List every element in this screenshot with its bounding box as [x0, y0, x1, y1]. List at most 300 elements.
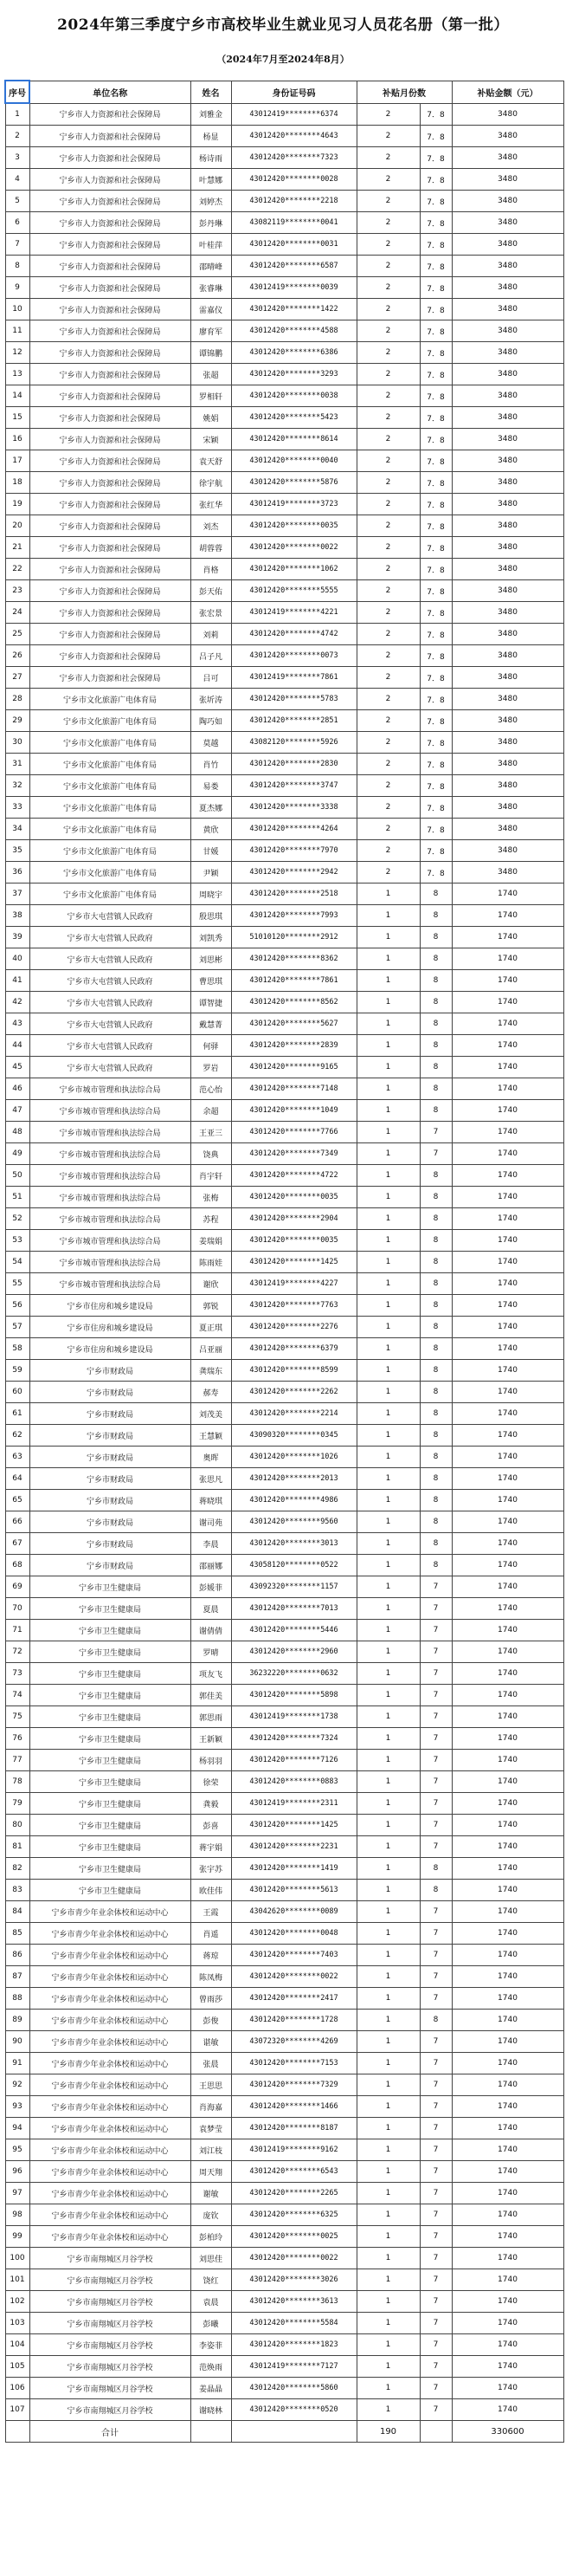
id-number: 43012420********0035 — [231, 1230, 357, 1252]
subsidy-months: 1 — [357, 1598, 420, 1620]
subsidy-months: 1 — [357, 2053, 420, 2074]
unit-name: 宁乡市卫生健康局 — [29, 1836, 190, 1858]
subsidy-period: 8 — [420, 1555, 452, 1576]
subsidy-period: 7 — [420, 1122, 452, 1143]
person-name: 叶慧娜 — [190, 169, 231, 191]
unit-name: 宁乡市文化旅游广电体育局 — [29, 754, 190, 775]
id-number: 43012420********5876 — [231, 472, 357, 494]
subsidy-amount: 1740 — [452, 1230, 563, 1252]
subsidy-amount: 1740 — [452, 2204, 563, 2226]
person-name: 王霞 — [190, 1901, 231, 1923]
table-row — [5, 2118, 563, 2139]
subsidy-amount: 1740 — [452, 2291, 563, 2313]
subsidy-months: 1 — [357, 1035, 420, 1057]
subsidy-months: 2 — [357, 775, 420, 797]
subsidy-amount: 1740 — [452, 1468, 563, 1490]
subsidy-amount: 1740 — [452, 883, 563, 905]
table-row — [5, 2313, 563, 2334]
id-number: 43012420********1419 — [231, 1858, 357, 1880]
person-name: 甘媛 — [190, 840, 231, 862]
id-number: 43012420********8599 — [231, 1360, 357, 1382]
table-row — [5, 147, 563, 169]
table-row — [5, 1317, 563, 1338]
subsidy-amount: 1740 — [452, 1988, 563, 2010]
id-number: 43012420********2262 — [231, 1382, 357, 1403]
subsidy-amount: 1740 — [452, 927, 563, 948]
subsidy-period: 7．8 — [420, 754, 452, 775]
subsidy-amount: 3480 — [452, 256, 563, 277]
row-index: 71 — [5, 1620, 29, 1641]
subsidy-amount: 1740 — [452, 1901, 563, 1923]
total-amount: 330600 — [452, 2421, 563, 2443]
id-number: 43012420********5555 — [231, 580, 357, 602]
id-number: 43012420********2231 — [231, 1836, 357, 1858]
subsidy-months: 2 — [357, 169, 420, 191]
subsidy-period: 7．8 — [420, 429, 452, 450]
subsidy-months: 2 — [357, 277, 420, 299]
id-number: 43012420********3613 — [231, 2291, 357, 2313]
row-index: 47 — [5, 1100, 29, 1122]
table-row — [5, 1273, 563, 1295]
row-index: 34 — [5, 819, 29, 840]
subsidy-period: 7 — [420, 2356, 452, 2378]
person-name: 徐荣 — [190, 1771, 231, 1793]
row-index: 58 — [5, 1338, 29, 1360]
unit-name: 宁乡市城市管理和执法综合局 — [29, 1122, 190, 1143]
id-number: 43012420********6386 — [231, 342, 357, 364]
person-name: 彭曦 — [190, 2313, 231, 2334]
table-row — [5, 450, 563, 472]
subsidy-period: 7 — [420, 1793, 452, 1815]
table-row — [5, 1230, 563, 1252]
table-row — [5, 689, 563, 710]
row-index: 25 — [5, 624, 29, 645]
row-index: 41 — [5, 970, 29, 992]
id-number: 43058120********0522 — [231, 1555, 357, 1576]
person-name: 罗岩 — [190, 1057, 231, 1078]
subsidy-amount: 1740 — [452, 2053, 563, 2074]
subsidy-period: 7．8 — [420, 862, 452, 883]
unit-name: 宁乡市人力资源和社会保障局 — [29, 342, 190, 364]
subsidy-months: 2 — [357, 212, 420, 234]
person-name: 谢倩倩 — [190, 1620, 231, 1641]
subsidy-months: 1 — [357, 2204, 420, 2226]
subsidy-months: 1 — [357, 1966, 420, 1988]
unit-name: 宁乡市青少年业余体校和运动中心 — [29, 2226, 190, 2248]
id-number: 43012420********0022 — [231, 537, 357, 559]
subsidy-period: 7．8 — [420, 624, 452, 645]
subsidy-period: 7．8 — [420, 407, 452, 429]
subsidy-months: 1 — [357, 1230, 420, 1252]
unit-name: 宁乡市大屯营镇人民政府 — [29, 970, 190, 992]
subsidy-months: 1 — [357, 2291, 420, 2313]
person-name: 夏正琪 — [190, 1317, 231, 1338]
subsidy-months: 1 — [357, 1555, 420, 1576]
subsidy-period: 7 — [420, 1988, 452, 2010]
subsidy-amount: 3480 — [452, 645, 563, 667]
subsidy-months: 1 — [357, 2010, 420, 2031]
subsidy-period: 7 — [420, 1836, 452, 1858]
subsidy-period: 7．8 — [420, 234, 452, 256]
subsidy-amount: 3480 — [452, 862, 563, 883]
subsidy-period: 8 — [420, 1533, 452, 1555]
subsidy-amount: 1740 — [452, 2096, 563, 2118]
id-number: 43012420********2851 — [231, 710, 357, 732]
unit-name: 宁乡市青少年业余体校和运动中心 — [29, 1988, 190, 2010]
table-row — [5, 624, 563, 645]
table-row — [5, 1382, 563, 1403]
subsidy-period: 8 — [420, 992, 452, 1013]
row-index: 31 — [5, 754, 29, 775]
row-index: 15 — [5, 407, 29, 429]
id-number: 43012420********0038 — [231, 385, 357, 407]
row-index: 23 — [5, 580, 29, 602]
subsidy-period: 7 — [420, 2269, 452, 2291]
person-name: 张晨 — [190, 2053, 231, 2074]
row-index: 36 — [5, 862, 29, 883]
subsidy-months: 2 — [357, 429, 420, 450]
subsidy-period: 7．8 — [420, 732, 452, 754]
subsidy-months: 1 — [357, 1078, 420, 1100]
subsidy-period: 7．8 — [420, 299, 452, 320]
subsidy-months: 2 — [357, 494, 420, 515]
subsidy-amount: 1740 — [452, 1706, 563, 1728]
person-name: 刘婷杰 — [190, 191, 231, 212]
person-name: 肖遥 — [190, 1923, 231, 1945]
person-name: 张超 — [190, 364, 231, 385]
subsidy-period: 8 — [420, 1468, 452, 1490]
subsidy-months: 2 — [357, 126, 420, 147]
row-index: 6 — [5, 212, 29, 234]
unit-name: 宁乡市人力资源和社会保障局 — [29, 602, 190, 624]
unit-name: 宁乡市人力资源和社会保障局 — [29, 559, 190, 580]
table-row — [5, 407, 563, 429]
subsidy-period: 7．8 — [420, 840, 452, 862]
unit-name: 宁乡市文化旅游广电体育局 — [29, 840, 190, 862]
table-row — [5, 320, 563, 342]
table-row — [5, 2356, 563, 2378]
subsidy-amount: 3480 — [452, 667, 563, 689]
subsidy-months: 1 — [357, 1143, 420, 1165]
subsidy-months: 1 — [357, 1858, 420, 1880]
subsidy-amount: 3480 — [452, 710, 563, 732]
unit-name: 宁乡市青少年业余体校和运动中心 — [29, 1923, 190, 1945]
id-number: 43012420********2417 — [231, 1988, 357, 2010]
row-index: 50 — [5, 1165, 29, 1187]
id-number: 43012419********2311 — [231, 1793, 357, 1815]
document-subtitle: （2024年7月至2024年8月） — [216, 54, 350, 65]
row-index: 38 — [5, 905, 29, 927]
row-index: 46 — [5, 1078, 29, 1100]
unit-name: 宁乡市城市管理和执法综合局 — [29, 1230, 190, 1252]
subsidy-period: 7．8 — [420, 775, 452, 797]
subsidy-amount: 1740 — [452, 1338, 563, 1360]
unit-name: 宁乡市财政局 — [29, 1360, 190, 1382]
subsidy-amount: 3480 — [452, 624, 563, 645]
row-index: 69 — [5, 1576, 29, 1598]
subsidy-period: 7 — [420, 2053, 452, 2074]
row-index: 42 — [5, 992, 29, 1013]
unit-name: 宁乡市卫生健康局 — [29, 1706, 190, 1728]
subsidy-period: 7．8 — [420, 277, 452, 299]
table-row — [5, 234, 563, 256]
person-name: 曾雨莎 — [190, 1988, 231, 2010]
subsidy-amount: 1740 — [452, 1143, 563, 1165]
person-name: 吕可 — [190, 667, 231, 689]
person-name: 谌敏 — [190, 2031, 231, 2053]
row-index: 24 — [5, 602, 29, 624]
subsidy-period: 8 — [420, 1295, 452, 1317]
subsidy-period: 8 — [420, 1880, 452, 1901]
id-number: 43012420********7153 — [231, 2053, 357, 2074]
person-name: 殷思琪 — [190, 905, 231, 927]
table-row — [5, 905, 563, 927]
subsidy-months: 2 — [357, 515, 420, 537]
id-number: 43012420********7126 — [231, 1750, 357, 1771]
subsidy-amount: 1740 — [452, 2161, 563, 2183]
subsidy-period: 8 — [420, 1208, 452, 1230]
table-row — [5, 1122, 563, 1143]
table-row — [5, 1598, 563, 1620]
subsidy-amount: 1740 — [452, 1425, 563, 1447]
subsidy-amount: 1740 — [452, 992, 563, 1013]
subsidy-months: 1 — [357, 2183, 420, 2204]
table-row — [5, 1533, 563, 1555]
subsidy-months: 1 — [357, 1988, 420, 2010]
id-number: 43012420********3013 — [231, 1533, 357, 1555]
row-index: 90 — [5, 2031, 29, 2053]
subsidy-months: 1 — [357, 2356, 420, 2378]
unit-name: 宁乡市人力资源和社会保障局 — [29, 472, 190, 494]
subsidy-amount: 1740 — [452, 2313, 563, 2334]
row-index: 88 — [5, 1988, 29, 2010]
subsidy-amount: 3480 — [452, 342, 563, 364]
unit-name: 宁乡市城市管理和执法综合局 — [29, 1100, 190, 1122]
table-row — [5, 385, 563, 407]
total-empty-id — [231, 2421, 357, 2443]
subsidy-months: 1 — [357, 2313, 420, 2334]
person-name: 吕亚丽 — [190, 1338, 231, 1360]
subsidy-amount: 1740 — [452, 1490, 563, 1511]
subsidy-months: 2 — [357, 862, 420, 883]
subsidy-period: 7 — [420, 2096, 452, 2118]
id-number: 43092320********1157 — [231, 1576, 357, 1598]
person-name: 范心怡 — [190, 1078, 231, 1100]
subsidy-amount: 1740 — [452, 1923, 563, 1945]
subsidy-amount: 3480 — [452, 559, 563, 580]
row-index: 106 — [5, 2378, 29, 2399]
row-index: 85 — [5, 1923, 29, 1945]
person-name: 罗相轩 — [190, 385, 231, 407]
id-number: 43090320********0345 — [231, 1425, 357, 1447]
unit-name: 宁乡市南翔城区月谷学校 — [29, 2399, 190, 2421]
person-name: 郝寿 — [190, 1382, 231, 1403]
unit-name: 宁乡市人力资源和社会保障局 — [29, 147, 190, 169]
person-name: 张梅 — [190, 1187, 231, 1208]
unit-name: 宁乡市人力资源和社会保障局 — [29, 667, 190, 689]
row-index: 4 — [5, 169, 29, 191]
subsidy-period: 7 — [420, 1706, 452, 1728]
id-number: 43012419********1738 — [231, 1706, 357, 1728]
subsidy-period: 7 — [420, 1901, 452, 1923]
table-row — [5, 1511, 563, 1533]
id-number: 43012420********3747 — [231, 775, 357, 797]
id-number: 43012420********2276 — [231, 1317, 357, 1338]
subsidy-months: 1 — [357, 1468, 420, 1490]
subsidy-months: 1 — [357, 883, 420, 905]
row-index: 49 — [5, 1143, 29, 1165]
subsidy-months: 1 — [357, 948, 420, 970]
person-name: 夏晨 — [190, 1598, 231, 1620]
subsidy-period: 7．8 — [420, 256, 452, 277]
id-number: 43012420********0883 — [231, 1771, 357, 1793]
id-number: 43012420********7861 — [231, 970, 357, 992]
row-index: 10 — [5, 299, 29, 320]
subsidy-months: 1 — [357, 2248, 420, 2269]
row-index: 18 — [5, 472, 29, 494]
subsidy-months: 1 — [357, 905, 420, 927]
id-number: 43012420********2214 — [231, 1403, 357, 1425]
subsidy-months: 2 — [357, 754, 420, 775]
table-row — [5, 1078, 563, 1100]
person-name: 黄欣 — [190, 819, 231, 840]
subsidy-period: 8 — [420, 927, 452, 948]
person-name: 饶典 — [190, 1143, 231, 1165]
person-name: 姜晶晶 — [190, 2378, 231, 2399]
row-index: 11 — [5, 320, 29, 342]
person-name: 欧佳伟 — [190, 1880, 231, 1901]
unit-name: 宁乡市城市管理和执法综合局 — [29, 1143, 190, 1165]
header-index[interactable]: 序号 — [5, 81, 29, 103]
row-index: 93 — [5, 2096, 29, 2118]
unit-name: 宁乡市人力资源和社会保障局 — [29, 103, 190, 126]
id-number: 43012420********7013 — [231, 1598, 357, 1620]
subsidy-months: 1 — [357, 2161, 420, 2183]
table-row — [5, 970, 563, 992]
subsidy-months: 1 — [357, 1641, 420, 1663]
id-number: 43012419********6374 — [231, 103, 357, 126]
person-name: 彭俊 — [190, 2010, 231, 2031]
subsidy-period: 7．8 — [420, 580, 452, 602]
table-row — [5, 2096, 563, 2118]
row-index: 54 — [5, 1252, 29, 1273]
person-name: 刘雅金 — [190, 103, 231, 126]
person-name: 张宇苏 — [190, 1858, 231, 1880]
subsidy-months: 2 — [357, 602, 420, 624]
person-name: 袁梦莹 — [190, 2118, 231, 2139]
subsidy-period: 7 — [420, 1750, 452, 1771]
subsidy-amount: 1740 — [452, 1793, 563, 1815]
subsidy-amount: 3480 — [452, 689, 563, 710]
id-number: 43012420********4264 — [231, 819, 357, 840]
subsidy-period: 7．8 — [420, 667, 452, 689]
person-name: 郭思雨 — [190, 1706, 231, 1728]
table-row — [5, 515, 563, 537]
subsidy-period: 7 — [420, 1143, 452, 1165]
subsidy-period: 8 — [420, 1100, 452, 1122]
subsidy-amount: 3480 — [452, 169, 563, 191]
unit-name: 宁乡市卫生健康局 — [29, 1880, 190, 1901]
id-number: 43012420********8614 — [231, 429, 357, 450]
table-row — [5, 212, 563, 234]
unit-name: 宁乡市青少年业余体校和运动中心 — [29, 1945, 190, 1966]
id-number: 43012419********9162 — [231, 2139, 357, 2161]
unit-name: 宁乡市青少年业余体校和运动中心 — [29, 2010, 190, 2031]
subsidy-amount: 1740 — [452, 1598, 563, 1620]
id-number: 43012420********4588 — [231, 320, 357, 342]
subsidy-amount: 1740 — [452, 2248, 563, 2269]
row-index: 30 — [5, 732, 29, 754]
document-title: 2024年第三季度宁乡市高校毕业生就业见习人员花名册（第一批） — [57, 16, 509, 34]
row-index: 72 — [5, 1641, 29, 1663]
table-row — [5, 1728, 563, 1750]
person-name: 王慧颖 — [190, 1425, 231, 1447]
unit-name: 宁乡市财政局 — [29, 1490, 190, 1511]
person-name: 肖宇轩 — [190, 1165, 231, 1187]
subsidy-period: 7．8 — [420, 320, 452, 342]
unit-name: 宁乡市卫生健康局 — [29, 1750, 190, 1771]
person-name: 谭锦鹏 — [190, 342, 231, 364]
id-number: 43012420********7763 — [231, 1295, 357, 1317]
subsidy-period: 8 — [420, 1425, 452, 1447]
row-index: 44 — [5, 1035, 29, 1057]
subsidy-amount: 3480 — [452, 234, 563, 256]
id-number: 43012420********7403 — [231, 1945, 357, 1966]
person-name: 廖育军 — [190, 320, 231, 342]
row-index: 63 — [5, 1447, 29, 1468]
person-name: 邵丽娜 — [190, 1555, 231, 1576]
subsidy-amount: 3480 — [452, 515, 563, 537]
unit-name: 宁乡市卫生健康局 — [29, 1576, 190, 1598]
row-index: 107 — [5, 2399, 29, 2421]
subsidy-months: 2 — [357, 320, 420, 342]
subsidy-amount: 3480 — [452, 754, 563, 775]
person-name: 谢欣 — [190, 1273, 231, 1295]
unit-name: 宁乡市卫生健康局 — [29, 1663, 190, 1685]
id-number: 43012420********3338 — [231, 797, 357, 819]
subsidy-period: 8 — [420, 1403, 452, 1425]
row-index: 29 — [5, 710, 29, 732]
table-row — [5, 1771, 563, 1793]
subsidy-amount: 3480 — [452, 472, 563, 494]
subsidy-period: 7．8 — [420, 602, 452, 624]
unit-name: 宁乡市城市管理和执法综合局 — [29, 1165, 190, 1187]
unit-name: 宁乡市城市管理和执法综合局 — [29, 1273, 190, 1295]
subsidy-months: 1 — [357, 970, 420, 992]
subsidy-amount: 1740 — [452, 1663, 563, 1685]
unit-name: 宁乡市人力资源和社会保障局 — [29, 364, 190, 385]
person-name: 李晨 — [190, 1533, 231, 1555]
subsidy-amount: 3480 — [452, 602, 563, 624]
row-index: 87 — [5, 1966, 29, 1988]
unit-name: 宁乡市卫生健康局 — [29, 1598, 190, 1620]
id-number: 43012420********4742 — [231, 624, 357, 645]
table-row — [5, 1923, 563, 1945]
id-number: 43012420********2218 — [231, 191, 357, 212]
table-row — [5, 1360, 563, 1382]
subsidy-months: 1 — [357, 1533, 420, 1555]
person-name: 叶桂萍 — [190, 234, 231, 256]
unit-name: 宁乡市卫生健康局 — [29, 1620, 190, 1641]
person-name: 肖海嘉 — [190, 2096, 231, 2118]
unit-name: 宁乡市南翔城区月谷学校 — [29, 2334, 190, 2356]
id-number: 43012420********5446 — [231, 1620, 357, 1641]
row-index: 39 — [5, 927, 29, 948]
table-row — [5, 1100, 563, 1122]
subsidy-amount: 3480 — [452, 364, 563, 385]
subsidy-months: 1 — [357, 1165, 420, 1187]
subsidy-months: 1 — [357, 1706, 420, 1728]
